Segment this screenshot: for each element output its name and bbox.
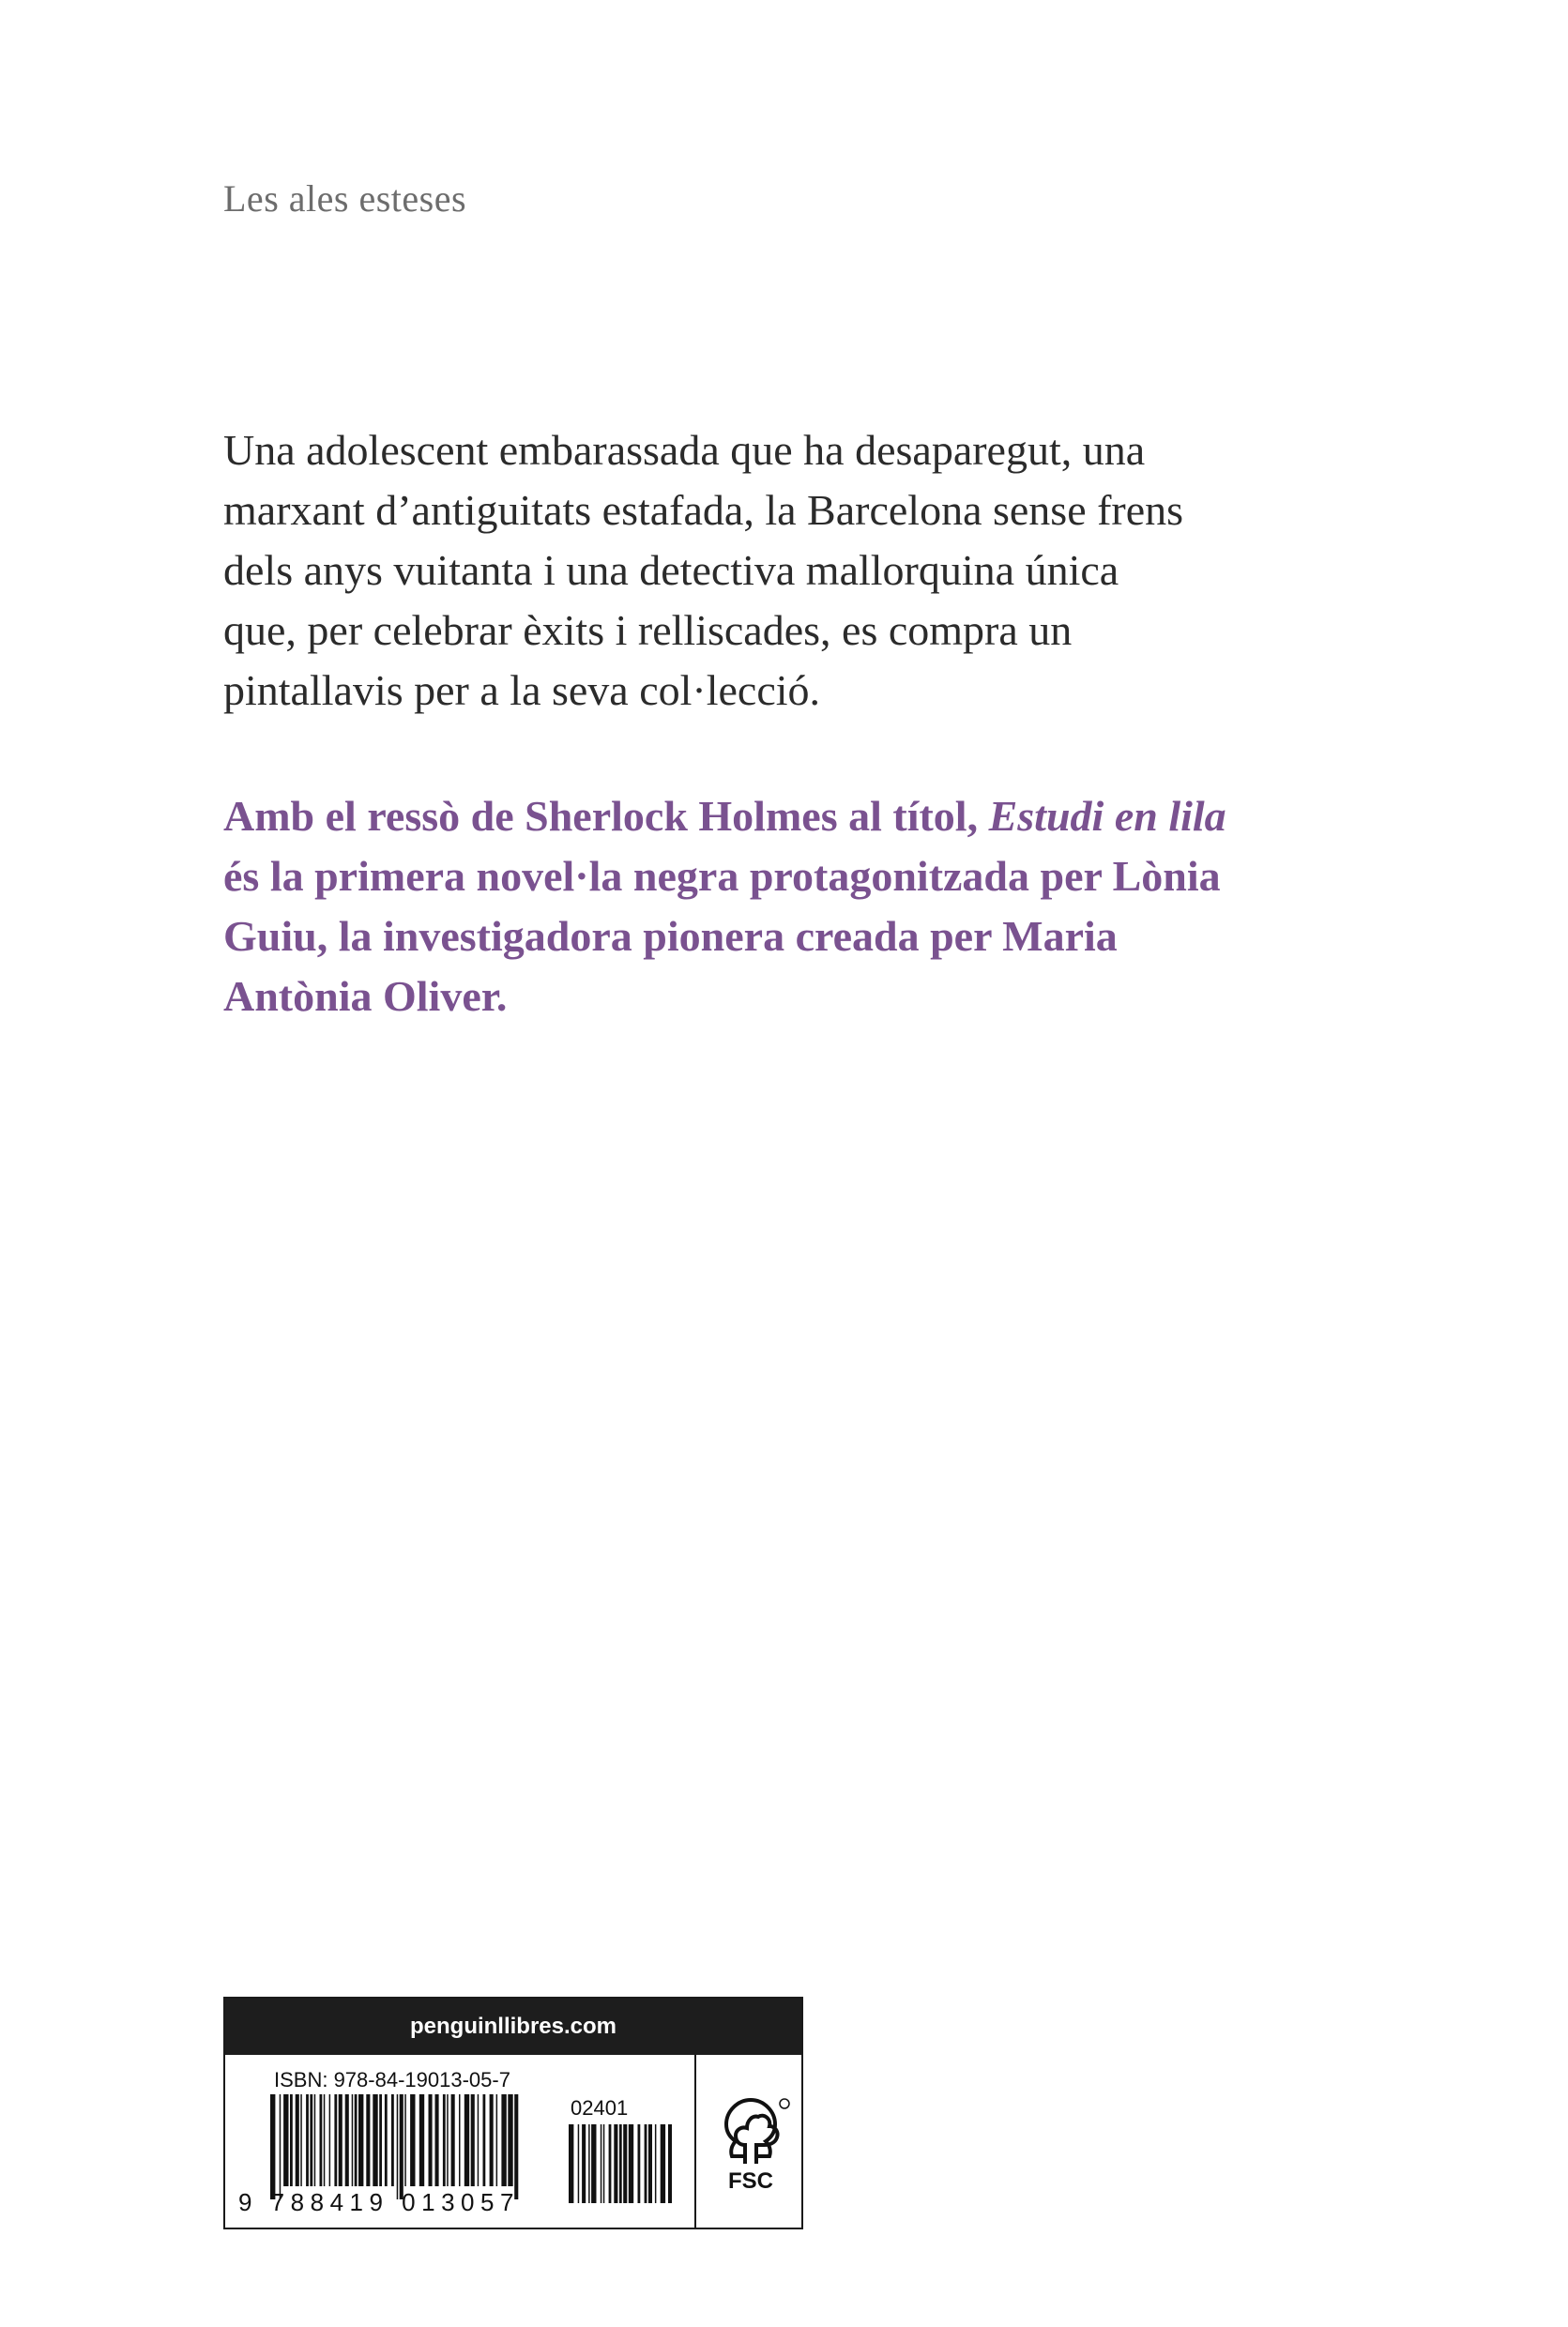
barcode-bar (397, 2094, 399, 2199)
barcode-bar (324, 2094, 326, 2186)
barcode-bar (478, 2094, 480, 2186)
barcode-bar (464, 2094, 469, 2186)
barcode-bar (358, 2094, 363, 2186)
blurb-line: dels anys vuitanta i una detectiva mallorquina única (223, 546, 1119, 594)
barcode-bar (582, 2124, 586, 2203)
barcode-bar (490, 2094, 494, 2186)
barcode-bar (501, 2094, 506, 2186)
blurb-line: Una adolescent embarassada que ha desaparegut, una (223, 426, 1146, 474)
barcode-bar (339, 2094, 343, 2186)
barcode-bar (429, 2094, 433, 2186)
barcode-bar (443, 2094, 446, 2186)
barcode-bar (345, 2094, 349, 2186)
barcode-bar (385, 2094, 388, 2186)
fsc-tree-icon (704, 2092, 798, 2196)
barcode-bar (645, 2124, 647, 2203)
fsc-divider (694, 2055, 696, 2229)
blurb-paragraph (223, 420, 1274, 721)
barcode-bar (609, 2124, 612, 2203)
barcode-bar (355, 2094, 358, 2186)
barcode-bar (668, 2124, 672, 2203)
barcode-bar (296, 2094, 299, 2186)
barcode-bar (648, 2124, 652, 2203)
highlight-paragraph (223, 786, 1293, 1027)
barcode-bar (379, 2094, 382, 2186)
highlight-line: Antònia Oliver. (223, 972, 508, 1020)
barcode-bar (591, 2124, 596, 2203)
highlight-line (223, 786, 1293, 846)
ean-digits: 9 788419 013057 (238, 2188, 520, 2216)
barcode-bar (329, 2094, 331, 2186)
barcode-bar (410, 2094, 415, 2186)
barcode-bar (508, 2094, 512, 2186)
barcode-bar (419, 2094, 424, 2186)
barcode-bar (619, 2124, 622, 2203)
barcode-bar (300, 2094, 302, 2186)
barcode-bar (391, 2094, 394, 2186)
barcode-bar (404, 2094, 406, 2186)
barcode-bar (310, 2094, 312, 2186)
highlight-line: Guiu, la investigadora pionera creada per Maria (223, 912, 1118, 960)
barcode-bar (280, 2094, 282, 2199)
blurb-line: que, per celebrar èxits i relliscades, es compra un (223, 606, 1073, 654)
ean-barcode (270, 2094, 524, 2199)
barcode-bar (447, 2094, 449, 2186)
barcode-bar (514, 2094, 518, 2199)
fsc-label: FSC (728, 2168, 773, 2194)
barcode-bar (400, 2094, 403, 2199)
isbn-label: ISBN: 978-84-19013-05-7 (274, 2068, 510, 2091)
barcode-bar (373, 2094, 377, 2186)
barcode-bar (496, 2094, 498, 2186)
book-title: Estudi en lila (988, 792, 1226, 840)
barcode-bar (638, 2124, 641, 2203)
barcode-bar (603, 2124, 605, 2203)
barcode-bar (320, 2094, 323, 2186)
barcode-bar (314, 2094, 316, 2186)
barcode-bar (283, 2094, 288, 2186)
blurb-line: pintallavis per a la seva col·lecció. (223, 666, 821, 714)
highlight-line-prefix: Amb el ressò de Sherlock Holmes al títol, (223, 792, 989, 840)
barcode-bar (629, 2124, 633, 2203)
highlight-line: és la primera novel·la negra protagonitzada per Lònia (223, 852, 1221, 900)
barcode-bar (352, 2094, 354, 2186)
barcode-bar (578, 2124, 580, 2203)
addon-code: 02401 (571, 2096, 629, 2120)
barcode-bar (471, 2094, 475, 2186)
barcode-bar (270, 2094, 275, 2199)
blurb-line: marxant d’antiguitats estafada, la Barcelona sense frens (223, 486, 1184, 534)
website-strip: penguinllibres.com (225, 1999, 801, 2055)
barcode-bar (601, 2124, 602, 2203)
barcode-bar (366, 2094, 370, 2186)
barcode-bar (614, 2124, 617, 2203)
barcode-bar (290, 2094, 293, 2186)
barcode-bar (655, 2124, 657, 2203)
collection-label: Les ales esteses (223, 177, 467, 220)
barcode-bar (435, 2094, 439, 2186)
barcode-bar (569, 2124, 573, 2203)
barcode-bar (623, 2124, 627, 2203)
barcode-bar (306, 2094, 309, 2186)
barcode-bar (334, 2094, 337, 2186)
addon-barcode (569, 2124, 672, 2203)
barcode-bar (588, 2124, 590, 2203)
barcode-bar (459, 2094, 461, 2186)
barcode-bar (483, 2094, 486, 2186)
barcode-bar (451, 2094, 455, 2186)
barcode-block (223, 1997, 803, 2229)
barcode-bar (661, 2124, 665, 2203)
